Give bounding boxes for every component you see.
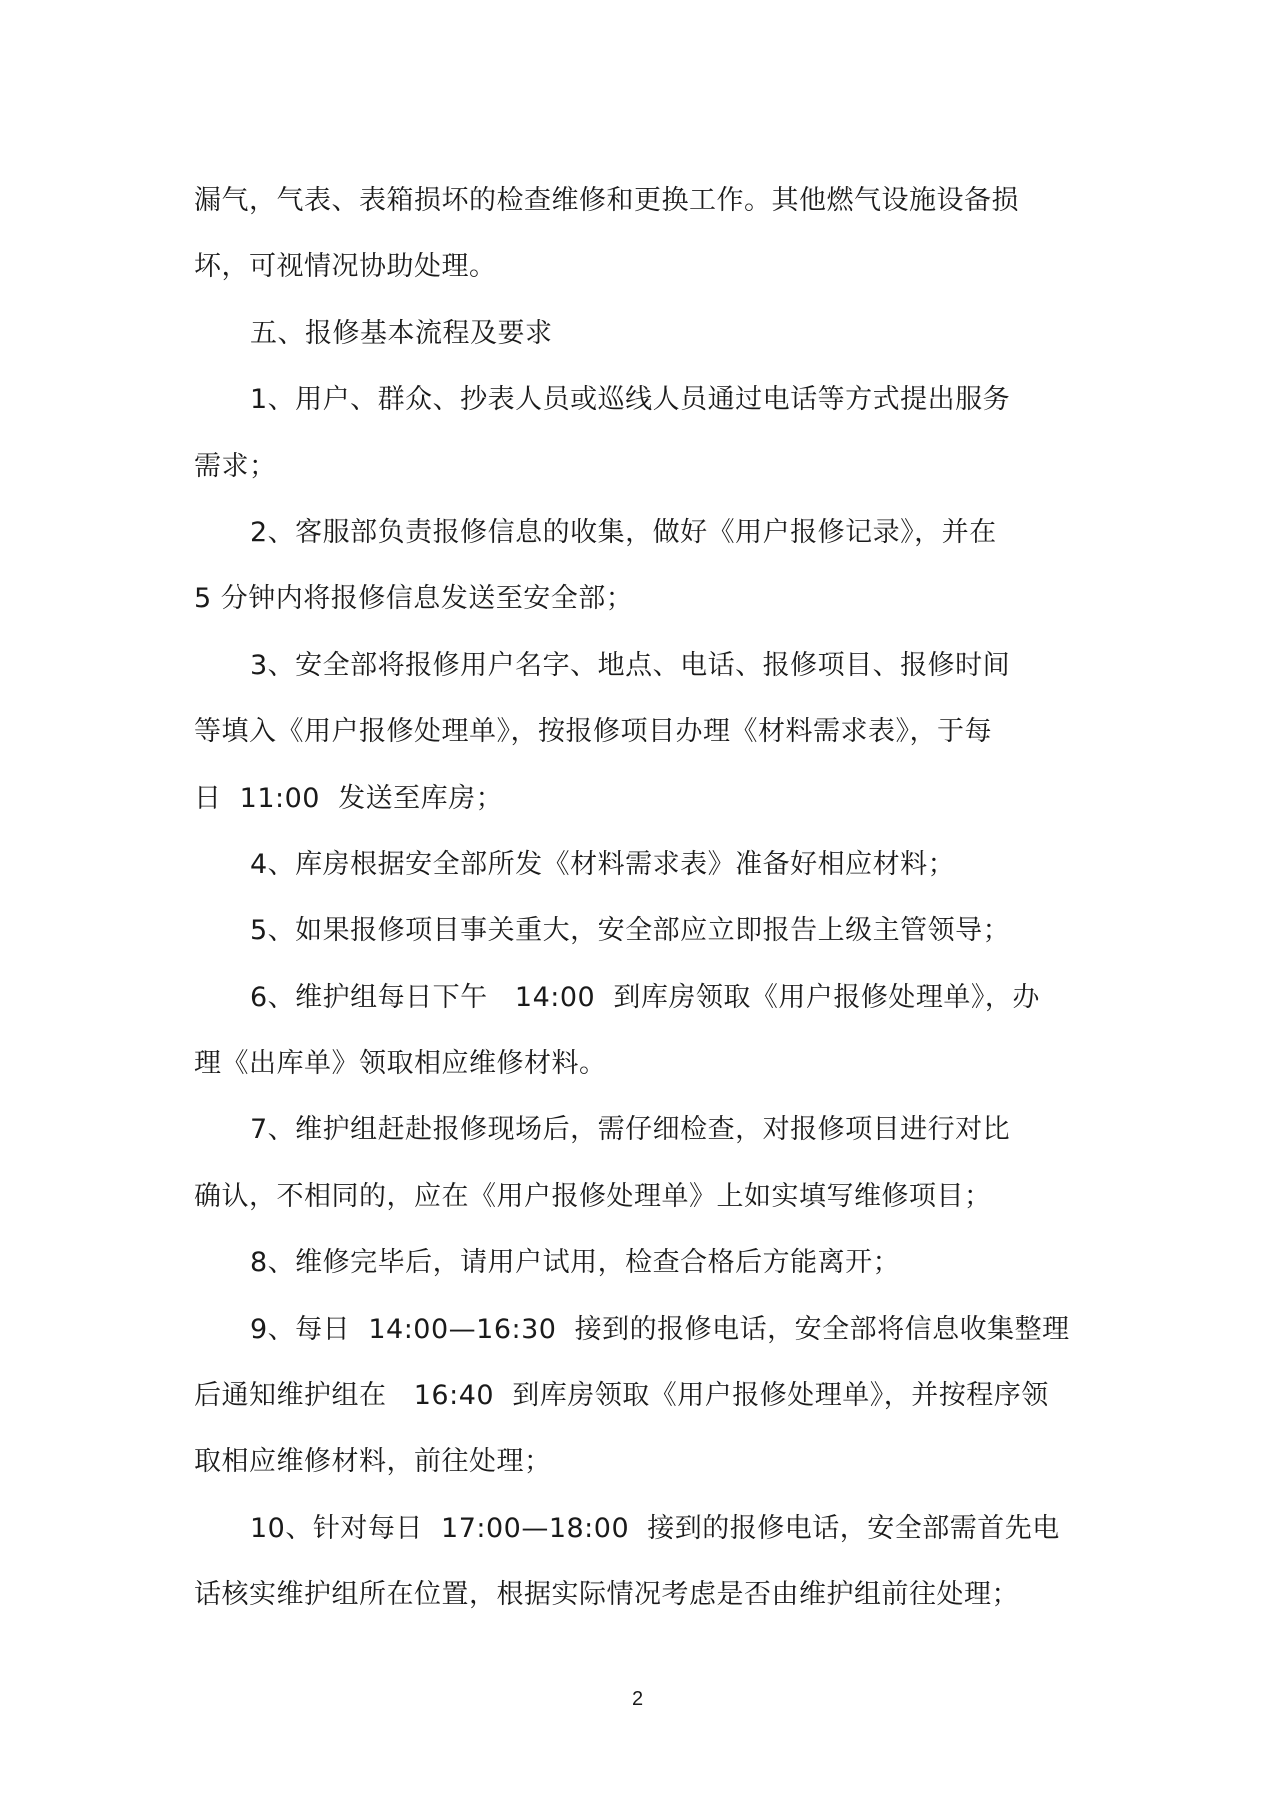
- text-line: 坏，可视情况协助处理。: [194, 251, 497, 283]
- text-line: 理《出库单》领取相应维修材料。: [194, 1048, 607, 1080]
- text-line: 5 分钟内将报修信息发送至安全部；: [194, 583, 634, 615]
- list-item-line: 6、维护组每日下午 14:00 到库房领取《用户报修处理单》，办: [250, 981, 1040, 1013]
- list-item-line: 1、用户、群众、抄表人员或巡线人员通过电话等方式提出服务: [250, 384, 1011, 416]
- text-line: 后通知维护组在 16:40 到库房领取《用户报修处理单》，并按程序领: [194, 1380, 1049, 1412]
- list-item-line: 3、安全部将报修用户名字、地点、电话、报修项目、报修时间: [250, 649, 1011, 681]
- list-item-line: 2、客服部负责报修信息的收集，做好《用户报修记录》，并在: [250, 516, 997, 548]
- text-line: 确认，不相同的，应在《用户报修处理单》上如实填写维修项目；: [194, 1180, 992, 1212]
- page-number: 2: [631, 1688, 644, 1710]
- body-text: [194, 168, 1084, 1629]
- text-line: 需求；: [194, 450, 277, 482]
- list-item-line: 7、维护组赶赴报修现场后，需仔细检查，对报修项目进行对比: [250, 1114, 1011, 1146]
- list-item-line: 10、针对每日 17:00—18:00 接到的报修电话，安全部需首先电: [250, 1512, 1060, 1544]
- list-item-line: 8、维修完毕后，请用户试用，检查合格后方能离开；: [250, 1247, 901, 1279]
- text-line: 漏气，气表、表箱损坏的检查维修和更换工作。其他燃气设施设备损: [194, 185, 1019, 216]
- list-item-line: 4、库房根据安全部所发《材料需求表》准备好相应材料；: [250, 848, 956, 880]
- text-line: 日 11:00 发送至库房；: [194, 782, 504, 814]
- section-heading: 五、报修基本流程及要求: [250, 317, 553, 349]
- text-line: 话核实维护组所在位置，根据实际情况考虑是否由维护组前往处理；: [194, 1579, 1019, 1611]
- list-item-line: 9、每日 14:00—16:30 接到的报修电话，安全部将信息收集整理: [250, 1313, 1070, 1345]
- text-line: 取相应维修材料，前往处理；: [194, 1446, 552, 1478]
- text-line: 等填入《用户报修处理单》，按报修项目办理《材料需求表》，于每: [194, 716, 992, 748]
- list-item-line: 5、如果报修项目事关重大，安全部应立即报告上级主管领导；: [250, 915, 1011, 947]
